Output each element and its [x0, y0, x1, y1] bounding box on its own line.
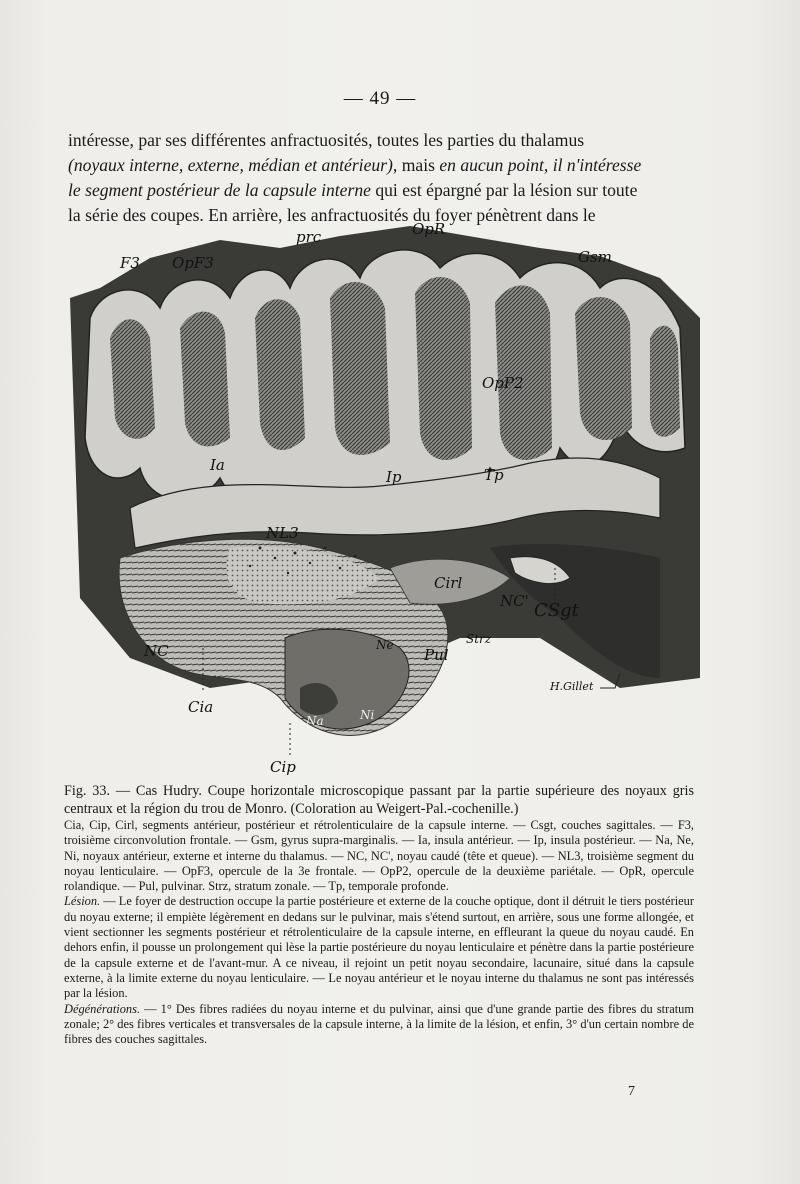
label-Gsm: Gsm	[578, 248, 612, 266]
intro-line-2	[68, 153, 694, 178]
intro-line-3	[68, 178, 694, 203]
page-number: — 49 —	[343, 88, 417, 109]
signature-number: 7	[628, 1084, 635, 1099]
label-OpR: OpR	[412, 220, 446, 238]
label-F3: F3	[120, 254, 140, 272]
figure-legend	[64, 818, 694, 1047]
label-OpP2: OpP2	[482, 374, 524, 392]
intro-line-4: la série des coupes. En arrière, les anfractuosités du foyer pénètrent dans le	[68, 205, 596, 225]
intro-line-2-italic: (noyaux interne, externe, médian et antérieur),	[68, 155, 398, 175]
label-OpF3: OpF3	[172, 254, 214, 272]
brain-section-figure	[60, 218, 740, 780]
gyrus-core-1	[110, 319, 155, 439]
label-NL3: NL3	[266, 524, 299, 542]
gyrus-core-6	[495, 285, 552, 460]
gyrus-core-3	[255, 299, 305, 450]
label-Na: Na	[306, 714, 324, 728]
gyrus-core-8	[650, 326, 680, 437]
legend-abbreviations: Cia, Cip, Cirl, segments antérieur, postérieur et rétrolenticulaire de la capsule interne. — Csgt, couches sagittales. — F3, troisième circonvolution frontale. — Gsm, gyrus supra-marginalis. — Ia, insula antérieur. — Ip, insula postérieur. — Na, Ne, Ni, noyaux antérieur, externe et interne du thalamus. — NC, NC', noyau caudé (tête et queue). — NL3, troisième segment du noyau lenticulaire. — OpF3, opercule de la 3e frontale. — OpP2, opercule de la deuxième pariétale. — OpR, opercule rolandique. — Pul, pulvinar. Strz, stratum zonale. — Tp, temporale profonde.	[64, 818, 694, 894]
label-Cia: Cia	[188, 698, 214, 716]
intro-paragraph	[68, 128, 694, 228]
illustrator-signature: H.Gillet	[550, 680, 594, 693]
brain-section-illustration	[60, 218, 740, 780]
label-Cip: Cip	[270, 758, 296, 776]
gyrus-core-7	[575, 297, 632, 440]
label-Ni: Ni	[360, 708, 375, 722]
lesion-text: — Le foyer de destruction occupe la partie postérieure et externe de la couche optique, dont il détruit le tiers postérieur du noyau externe; il empiète légèrement en dedans sur le pulvinar, mais s'étend surtout, en arrière, sous une forme allongée, et vient sectionner les segments postérieur et rétrolenticulaire de la capsule interne, en effleurant la queue du noyau caudé. En dehors enfin, il pousse un prolongement qui lèse la partie postérieure du noyau lenticulaire et pénètre dans la partie postérieure de la capsule externe et de l'avant-mur. A ce niveau, il rejoint un petit noyau secondaire, lacunaire, situé dans la capsule externe, à la limite externe du noyau lenticulaire. — Le noyau antérieur et le noyau interne du thalamus ne sont pas intéressés par la lésion.	[64, 894, 694, 1001]
degenerations-text: — 1° Des fibres radiées du noyau interne et du pulvinar, ainsi que d'une grande partie des fibres du stratum zonale; 2° des fibres verticales et transversales de la capsule interne, à la limite de la lésion, et enfin, 3° d'un certain nombre de fibres des couches sagittales.	[64, 1001, 694, 1047]
label-CSgt: CSgt	[534, 600, 579, 621]
intro-line-3-rest: qui est épargné par la lésion sur toute	[370, 180, 638, 200]
degenerations-heading: Dégénérations.	[64, 1001, 141, 1016]
gyrus-core-2	[180, 312, 230, 447]
intro-line-1: intéresse, par ses différentes anfractuosités, toutes les parties du thalamus	[68, 130, 585, 150]
gyrus-core-5	[415, 277, 472, 460]
label-Tp: Tp	[484, 466, 504, 484]
intro-line-2-rest: mais	[397, 155, 440, 175]
intro-line-3-italic: le segment postérieur de la capsule interne	[68, 180, 371, 200]
label-Cirl: Cirl	[434, 574, 463, 592]
label-NC-prime: NC'	[500, 592, 529, 610]
label-Ia: Ia	[210, 456, 225, 474]
lesion-paragraph	[64, 894, 694, 1001]
figure-caption-title: Fig. 33. — Cas Hudry. Coupe horizontale microscopique passant par la partie supérieure des noyaux gris centraux et la région du trou de Monro. (Coloration au Weigert-Pal.-cochenille.)	[64, 783, 694, 817]
label-NC: NC	[144, 642, 169, 660]
intro-line-2-italic-2: en aucun point, il n'intéresse	[439, 155, 642, 175]
label-Pul: Pul	[424, 646, 449, 664]
label-Ne: Ne	[376, 638, 394, 652]
gyrus-core-4	[330, 282, 390, 455]
lesion-heading: Lésion.	[64, 894, 101, 909]
label-Strz: Strz	[466, 632, 492, 646]
degenerations-paragraph	[64, 1002, 694, 1048]
label-Ip: Ip	[386, 468, 402, 486]
label-prc: prc	[296, 228, 322, 246]
